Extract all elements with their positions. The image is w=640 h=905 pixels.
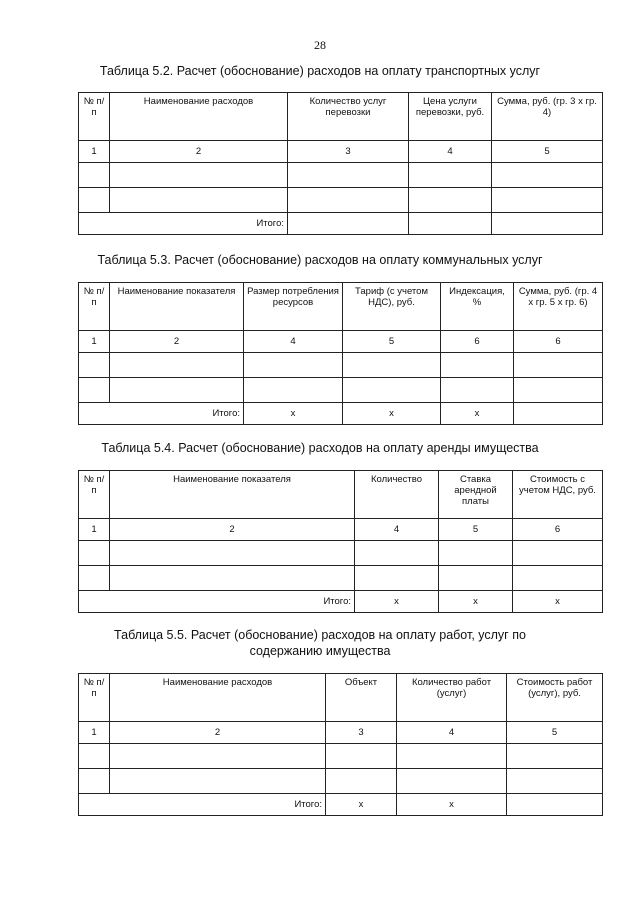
column-number: 6 [441, 331, 514, 353]
total-cell: х [343, 403, 441, 425]
column-number: 5 [439, 519, 513, 541]
table-row [79, 188, 603, 213]
column-number: 5 [492, 141, 603, 163]
table-row [79, 566, 603, 591]
empty-cell [343, 353, 441, 378]
column-number: 1 [79, 722, 110, 744]
empty-cell [79, 353, 110, 378]
column-number: 2 [110, 331, 244, 353]
table-5-5 [78, 673, 603, 816]
column-number: 1 [79, 141, 110, 163]
empty-cell [326, 744, 397, 769]
empty-cell [110, 744, 326, 769]
total-row [79, 403, 603, 425]
empty-cell [110, 188, 288, 213]
page-number: 28 [314, 38, 326, 52]
empty-cell [288, 163, 409, 188]
empty-cell [439, 541, 513, 566]
empty-cell [343, 378, 441, 403]
total-cell: х [244, 403, 343, 425]
total-cell: х [439, 591, 513, 613]
table-5-4-caption: Таблица 5.4. Расчет (обоснование) расходов на оплату аренды имущества [101, 441, 539, 455]
table-row [79, 769, 603, 794]
header-cell: Сумма, руб. (гр. 3 х гр. 4) [492, 93, 603, 141]
total-row [79, 213, 603, 235]
header-cell: Количество услуг перевозки [288, 93, 409, 141]
empty-cell [110, 163, 288, 188]
total-label: Итого: [79, 794, 326, 816]
column-number: 6 [514, 331, 603, 353]
table-5-5-caption [0, 627, 640, 659]
total-cell [514, 403, 603, 425]
empty-cell [514, 353, 603, 378]
empty-cell [110, 378, 244, 403]
column-number: 4 [244, 331, 343, 353]
empty-cell [110, 566, 355, 591]
header-cell: № п/п [79, 283, 110, 331]
table-row [79, 541, 603, 566]
column-number: 2 [110, 141, 288, 163]
header-cell: Ставка арендной платы [439, 471, 513, 519]
empty-cell [409, 163, 492, 188]
empty-cell [79, 378, 110, 403]
empty-cell [288, 188, 409, 213]
header-cell: Наименование расходов [110, 674, 326, 722]
empty-cell [514, 378, 603, 403]
header-cell: № п/п [79, 471, 110, 519]
table-5-2 [78, 92, 603, 235]
total-cell: х [355, 591, 439, 613]
column-number: 4 [397, 722, 507, 744]
empty-cell [492, 188, 603, 213]
header-cell: № п/п [79, 93, 110, 141]
header-cell: Сумма, руб. (гр. 4 х гр. 5 х гр. 6) [514, 283, 603, 331]
total-cell: х [513, 591, 603, 613]
total-label: Итого: [79, 591, 355, 613]
header-cell: Размер потребления ресурсов [244, 283, 343, 331]
header-cell: Объект [326, 674, 397, 722]
table-5-3 [78, 282, 603, 425]
total-label: Итого: [79, 213, 288, 235]
column-number: 3 [288, 141, 409, 163]
empty-cell [439, 566, 513, 591]
header-cell: Наименование расходов [110, 93, 288, 141]
column-number: 3 [326, 722, 397, 744]
column-number: 4 [355, 519, 439, 541]
empty-cell [110, 541, 355, 566]
empty-cell [79, 566, 110, 591]
total-cell: х [441, 403, 514, 425]
empty-cell [397, 744, 507, 769]
empty-cell [79, 744, 110, 769]
empty-cell [441, 353, 514, 378]
caption-line: содержанию имущества [249, 644, 391, 658]
column-number: 5 [507, 722, 603, 744]
empty-cell [79, 188, 110, 213]
empty-cell [513, 541, 603, 566]
column-number: 1 [79, 331, 110, 353]
empty-cell [441, 378, 514, 403]
header-cell: Цена услуги перевозки, руб. [409, 93, 492, 141]
table-5-3-caption: Таблица 5.3. Расчет (обоснование) расходов на оплату коммунальных услуг [97, 253, 543, 267]
empty-cell [397, 769, 507, 794]
total-cell [288, 213, 409, 235]
empty-cell [79, 769, 110, 794]
empty-cell [326, 769, 397, 794]
header-cell: Стоимость работ (услуг), руб. [507, 674, 603, 722]
empty-cell [409, 188, 492, 213]
empty-cell [244, 378, 343, 403]
header-cell: Количество работ (услуг) [397, 674, 507, 722]
header-cell: № п/п [79, 674, 110, 722]
total-cell [409, 213, 492, 235]
table-row [79, 744, 603, 769]
table-5-4 [78, 470, 603, 613]
table-row [79, 163, 603, 188]
header-cell: Тариф (с учетом НДС), руб. [343, 283, 441, 331]
total-row [79, 794, 603, 816]
table-row [79, 353, 603, 378]
empty-cell [79, 541, 110, 566]
empty-cell [110, 769, 326, 794]
column-number: 1 [79, 519, 110, 541]
total-row [79, 591, 603, 613]
total-cell: х [326, 794, 397, 816]
empty-cell [507, 769, 603, 794]
empty-cell [507, 744, 603, 769]
header-cell: Количество [355, 471, 439, 519]
column-number: 2 [110, 519, 355, 541]
column-number: 2 [110, 722, 326, 744]
total-label: Итого: [79, 403, 244, 425]
total-cell [492, 213, 603, 235]
empty-cell [79, 163, 110, 188]
header-cell: Индексация, % [441, 283, 514, 331]
empty-cell [110, 353, 244, 378]
caption-line: Таблица 5.5. Расчет (обоснование) расходов на оплату работ, услуг по [114, 628, 526, 642]
column-number: 4 [409, 141, 492, 163]
header-cell: Наименование показателя [110, 283, 244, 331]
column-number: 6 [513, 519, 603, 541]
empty-cell [513, 566, 603, 591]
total-cell: х [397, 794, 507, 816]
empty-cell [244, 353, 343, 378]
header-cell: Наименование показателя [110, 471, 355, 519]
table-5-2-caption: Таблица 5.2. Расчет (обоснование) расходов на оплату транспортных услуг [99, 64, 541, 78]
total-cell [507, 794, 603, 816]
empty-cell [355, 541, 439, 566]
table-row [79, 378, 603, 403]
empty-cell [355, 566, 439, 591]
column-number: 5 [343, 331, 441, 353]
empty-cell [492, 163, 603, 188]
header-cell: Стоимость с учетом НДС, руб. [513, 471, 603, 519]
